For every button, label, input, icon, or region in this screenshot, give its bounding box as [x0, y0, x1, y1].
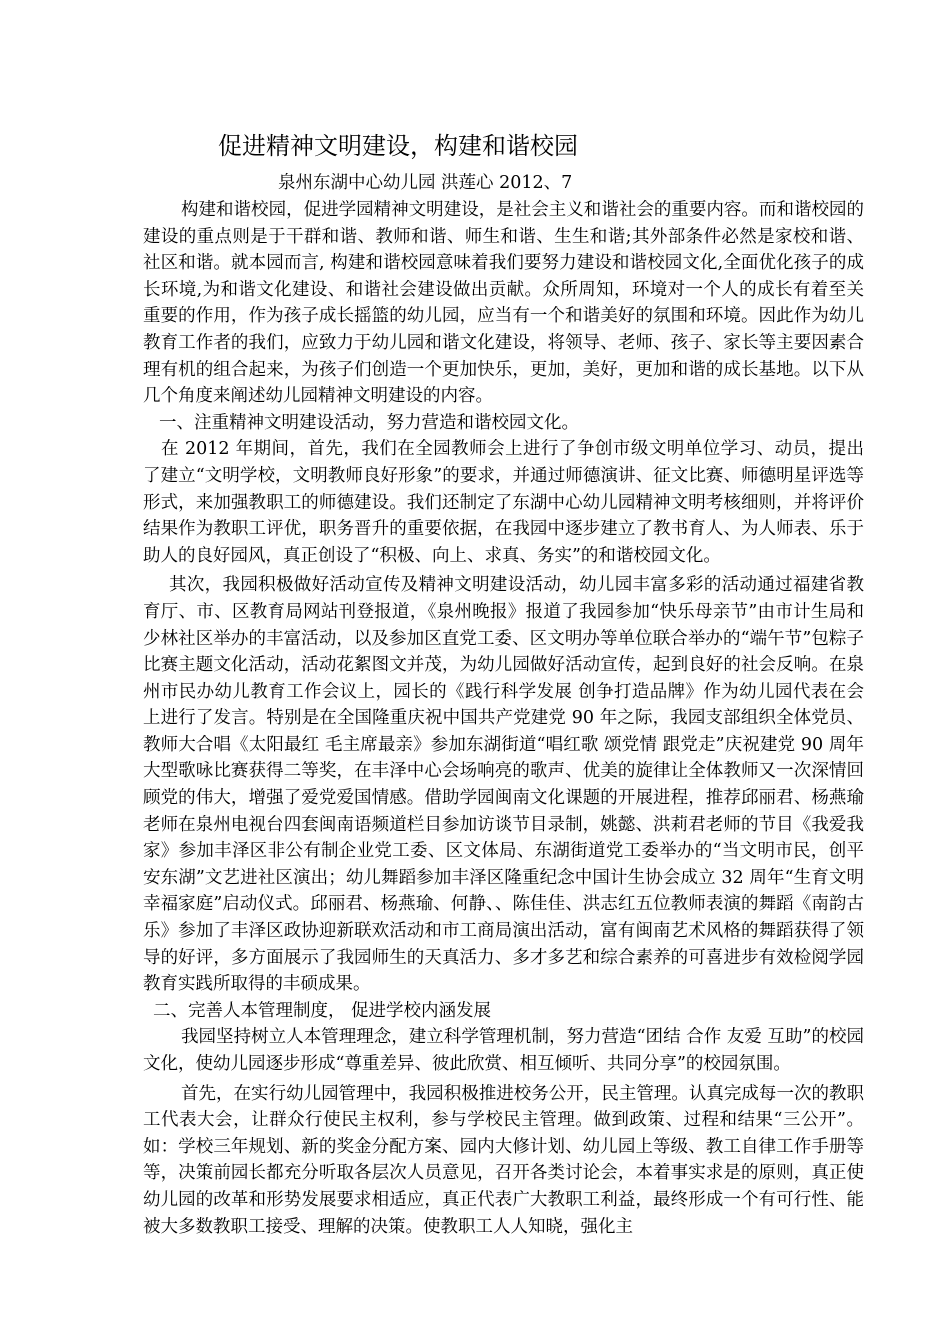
section-heading-1: 一、注重精神文明建设活动，努力营造和谐校园文化。 [159, 412, 579, 433]
document-title: 促进精神文明建设，构建和谐校园 [218, 132, 578, 160]
document-byline: 泉州东湖中心幼儿园 洪莲心 2012、7 [278, 173, 573, 193]
paragraph-section2-first: 我园坚持树立人本管理理念，建立科学管理机制，努力营造“团结 合作 友爱 互助”的校园文化，使幼儿园逐步形成“尊重差异、彼此欣赏、相互倾听、共同分享”的校园氛围。 [143, 1027, 864, 1074]
paragraph-section1-second: 其次，我园积极做好活动宣传及精神文明建设活动，幼儿园丰富多彩的活动通过福建省教育厅、市、区教育局网站刊登报道，《泉州晚报》报道了我园参加“快乐母亲节”由市计生局和少林社区举办的丰富活动，以及参加区直党工委、区文明办等单位联合举办的“端午节”包粽子比赛主题文化活动，活动花絮图文并茂，为幼儿园做好活动宣传，起到良好的社会反响。在泉州市民办幼儿教育工作会议上，园长的《践行科学发展 创争打造品牌》作为幼儿园代表在会上进行了发言。特别是在全国隆重庆祝中国共产党建党 90 年之际，我园支部组织全体党员、教师大合唱《太阳最红 毛主席最亲》参加东湖街道“唱红歌 颂党情 跟党走”庆祝建党 90 周年大型歌咏比赛获得二等奖，在丰泽中心会场响亮的歌声、优美的旋律让全体教师又一次深情回顾党的伟大，增强了爱党爱国情感。借助学园闽南文化课题的开展进程，推荐邱丽君、杨燕瑜老师在泉州电视台四套闽南语频道栏目参加访谈节目录制，姚懿、洪莉君老师的节目《我爱我家》参加丰泽区非公有制企业党工委、区文体局、东湖街道党工委举办的“当文明市民，创平安东湖”文艺进社区演出；幼儿舞蹈参加丰泽区隆重纪念中国计生协会成立 32 周年“生育文明 幸福家庭”启动仪式。邱丽君、杨燕瑜、何静、、陈佳佳、洪志红五位教师表演的舞蹈《南韵古乐》参加了丰泽区政协迎新联欢活动和市工商局演出活动，富有闽南艺术风格的舞蹈获得了领导的好评，多方面展示了我园师生的天真活力、多才多艺和综合素养的可喜进步有效检阅学园教育实践所取得的丰硕成果。 [143, 575, 864, 995]
paragraph-intro: 构建和谐校园，促进学园精神文明建设，是社会主义和谐社会的重要内容。而和谐校园的建设的重点则是于干群和谐、教师和谐、师生和谐、生生和谐;其外部条件必然是家校和谐、社区和谐。就本园而言, 构建和谐校园意味着我们要努力建设和谐校园文化,全面优化孩子的成长环境,为和谐文化建设、和谐社会建设做出贡献。众所周知，环境对一个人的成长有着至关重要的作用，作为孩子成长摇篮的幼儿园，应当有一个和谐美好的氛围和环境。因此作为幼儿教育工作者的我们，应致力于幼儿园和谐文化建设，将领导、老师、孩子、家长等主要因素合理有机的组合起来，为孩子们创造一个更加快乐，更加，美好，更加和谐的成长基地。以下从几个角度来阐述幼儿园精神文明建设的内容。 [143, 200, 864, 407]
paragraph-section2-second: 首先，在实行幼儿园管理中，我园积极推进校务公开，民主管理。认真完成每一次的教职工代表大会，让群众行使民主权利，参与学校民主管理。做到政策、过程和结果“三公开”。如：学校三年规划、新的奖金分配方案、园内大修计划、幼儿园上等级、教工自律工作手册等等，决策前园长都充分听取各层次人员意见，召开各类讨论会，本着事实求是的原则，真正使幼儿园的改革和形势发展要求相适应，真正代表广大教职工利益，最终形成一个有可行性、能被大多数教职工接受、理解的决策。使教职工人人知晓，强化主 [143, 1083, 864, 1237]
paragraph-section1-first: 在 2012 年期间，首先，我们在全园教师会上进行了争创市级文明单位学习、动员，提出了建立“文明学校，文明教师良好形象”的要求，并通过师德演讲、征文比赛、师德明星评选等形式，来加强教职工的师德建设。我们还制定了东湖中心幼儿园精神文明考核细则，并将评价结果作为教职工评优，职务晋升的重要依据，在我园中逐步建立了教书育人、为人师表、乐于助人的良好园风，真正创设了“积极、向上、求真、务实”的和谐校园文化。 [143, 439, 864, 566]
section-heading-2: 二、完善人本管理制度， 促进学校内涵发展 [153, 1000, 492, 1021]
document-body [143, 197, 864, 1240]
